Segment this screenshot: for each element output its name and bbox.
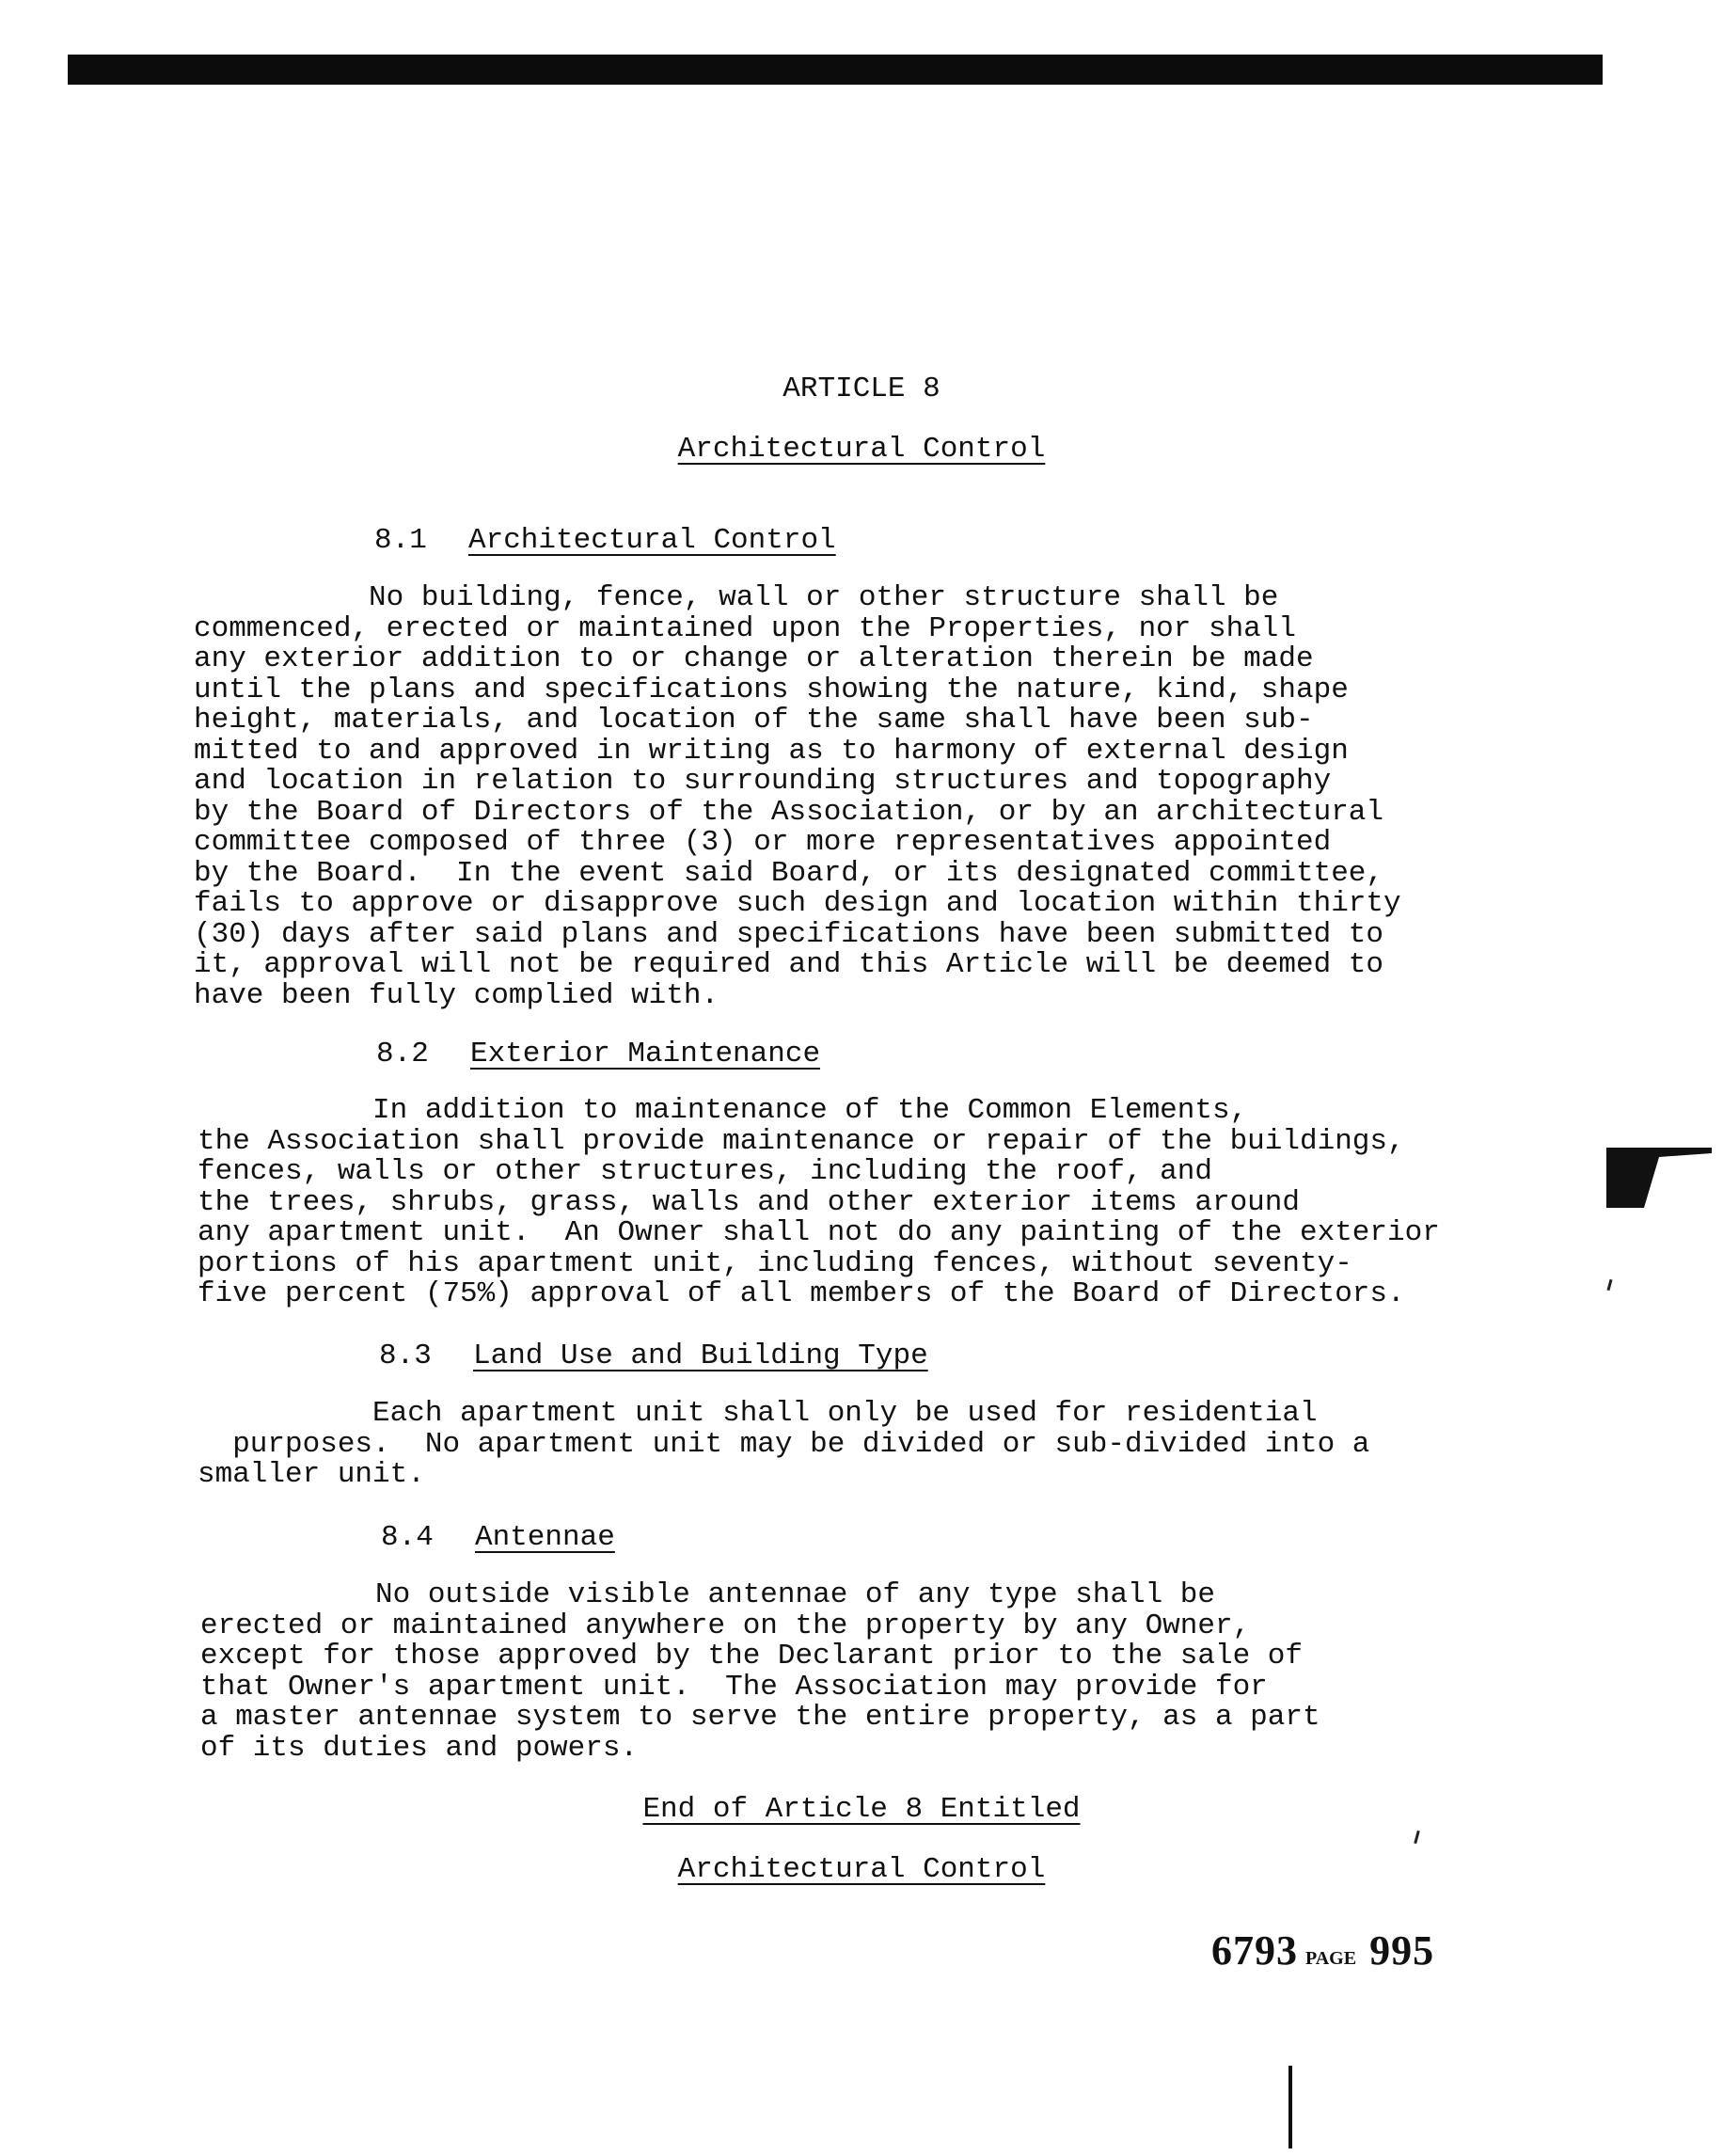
body-line: any exterior addition to or change or alteration therein be made xyxy=(194,642,1314,675)
section-title: Land Use and Building Type xyxy=(473,1340,928,1372)
stamp-book: 6793 xyxy=(1211,1927,1298,1974)
section-number: 8.4 xyxy=(381,1521,434,1554)
body-line: portions of his apartment unit, including fences, without seventy- xyxy=(198,1246,1352,1280)
stamp-page-word: PAGE xyxy=(1305,1948,1357,1969)
article-number: ARTICLE 8 xyxy=(782,373,941,405)
section-body-8-2 xyxy=(198,1096,1514,1310)
section-heading-8-3 xyxy=(379,1340,928,1372)
section-title: Architectural Control xyxy=(468,524,836,557)
section-number: 8.1 xyxy=(374,524,427,557)
closing-line-1 xyxy=(0,1793,1723,1826)
body-line: have been fully complied with. xyxy=(194,978,719,1012)
body-line: Each apartment unit shall only be used for residential xyxy=(198,1397,1318,1430)
body-line: five percent (75%) approval of all members of the Board of Directors. xyxy=(198,1277,1405,1310)
stamp-page: 995 xyxy=(1369,1927,1435,1974)
body-line: any apartment unit. An Owner shall not do any painting of the exterior xyxy=(198,1216,1440,1249)
body-line: a master antennae system to serve the entire property, as a part xyxy=(200,1701,1320,1734)
body-line: erected or maintained anywhere on the property by any Owner, xyxy=(200,1609,1251,1642)
section-heading-8-2 xyxy=(376,1038,820,1070)
body-line: by the Board. In the event said Board, or its designated committee, xyxy=(194,856,1384,890)
scan-bottom-line xyxy=(1288,2066,1292,2148)
section-body-8-1 xyxy=(194,583,1510,1011)
body-line: In addition to maintenance of the Common Elements, xyxy=(198,1094,1248,1127)
body-line: commenced, erected or maintained upon the Properties, nor shall xyxy=(194,611,1296,645)
body-line: No building, fence, wall or other structure shall be xyxy=(194,581,1279,614)
body-line: of its duties and powers. xyxy=(200,1731,639,1765)
body-line: committee composed of three (3) or more representatives appointed xyxy=(194,826,1332,859)
closing-line-2 xyxy=(0,1853,1723,1886)
body-line: that Owner's apartment unit. The Association may provide for xyxy=(200,1670,1268,1704)
section-number: 8.3 xyxy=(379,1340,432,1372)
body-line: fences, walls or other structures, including the roof, and xyxy=(198,1155,1212,1188)
body-line: and location in relation to surrounding structures and topography xyxy=(194,765,1332,798)
body-line: until the plans and specifications showing the nature, kind, shape xyxy=(194,673,1349,706)
recording-stamp xyxy=(1211,1926,1434,1974)
closing-text: Architectural Control xyxy=(677,1853,1046,1886)
section-heading-8-1 xyxy=(374,524,836,557)
article-title-text: Architectural Control xyxy=(677,433,1046,466)
closing-text: End of Article 8 Entitled xyxy=(642,1793,1081,1826)
article-title xyxy=(0,433,1723,466)
body-line: the trees, shrubs, grass, walls and other exterior items around xyxy=(198,1185,1300,1219)
section-body-8-3 xyxy=(198,1399,1514,1491)
body-line: it, approval will not be required and this Article will be deemed to xyxy=(194,948,1384,981)
body-line: No outside visible antennae of any type shall be xyxy=(200,1578,1215,1611)
section-number: 8.2 xyxy=(376,1038,429,1070)
body-line: by the Board of Directors of the Association, or by an architectural xyxy=(194,795,1384,829)
body-line: fails to approve or disapprove such design and location within thirty xyxy=(194,887,1401,920)
section-title: Exterior Maintenance xyxy=(470,1038,821,1070)
body-line: purposes. No apartment unit may be divided or sub-divided into a xyxy=(198,1427,1370,1461)
section-title: Antennae xyxy=(475,1521,615,1554)
body-line: the Association shall provide maintenance or repair of the buildings, xyxy=(198,1124,1405,1158)
scan-top-bar xyxy=(68,55,1603,85)
section-heading-8-4 xyxy=(381,1521,615,1554)
scan-edge-mark xyxy=(1606,1148,1712,1208)
body-line: smaller unit. xyxy=(198,1458,425,1491)
scan-speck xyxy=(1414,1831,1420,1844)
body-line: (30) days after said plans and specifications have been submitted to xyxy=(194,917,1384,951)
body-line: mitted to and approved in writing as to harmony of external design xyxy=(194,734,1349,768)
body-line: except for those approved by the Declarant prior to the sale of xyxy=(200,1640,1303,1672)
body-line: height, materials, and location of the same shall have been sub- xyxy=(194,704,1314,737)
scan-speck xyxy=(1606,1279,1612,1291)
section-body-8-4 xyxy=(200,1580,1517,1764)
